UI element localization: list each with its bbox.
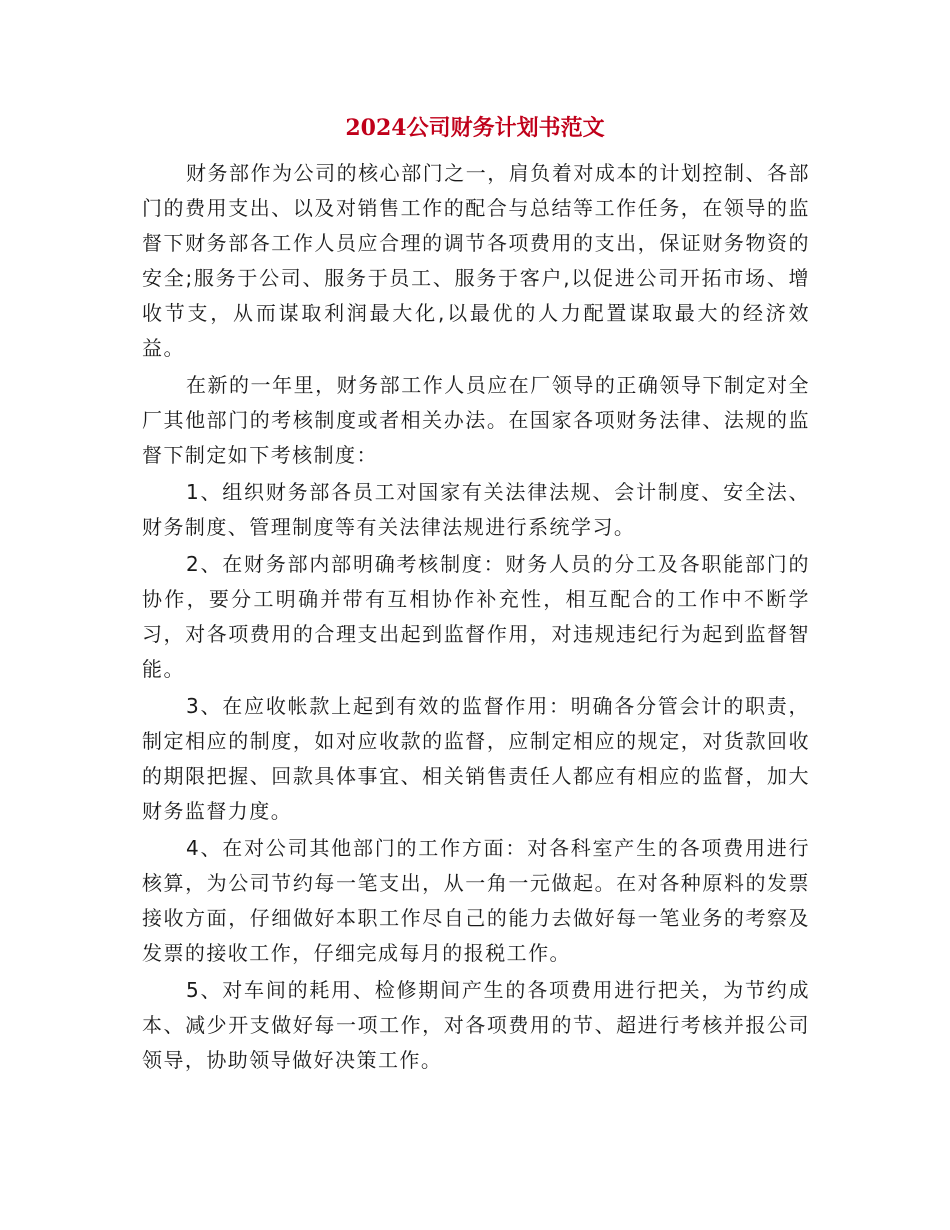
paragraph-new-year: 在新的一年里，财务部工作人员应在厂领导的正确领导下制定对全厂其他部门的考核制度或者相关办法。在国家各项财务法律、法规的监督下制定如下考核制度： bbox=[142, 373, 810, 467]
paragraph-item-3: 3、在应收帐款上起到有效的监督作用：明确各分管会计的职责，制定相应的制度，如对应收款的监督，应制定相应的规定，对货款回收的期限把握、回款具体事宜、相关销售责任人都应有相应的监督，加大财务监督力度。 bbox=[142, 694, 810, 823]
paragraph-item-1: 1、组织财务部各员工对国家有关法律法规、会计制度、安全法、财务制度、管理制度等有关法律法规进行系统学习。 bbox=[142, 480, 810, 539]
paragraph-item-5: 5、对车间的耗用、检修期间产生的各项费用进行把关，为节约成本、减少开支做好每一项工作，对各项费用的节、超进行考核并报公司领导，协助领导做好决策工作。 bbox=[142, 978, 810, 1072]
paragraph-intro: 财务部作为公司的核心部门之一，肩负着对成本的计划控制、各部门的费用支出、以及对销售工作的配合与总结等工作任务，在领导的监督下财务部各工作人员应合理的调节各项费用的支出，保证财务物资的安全;服务于公司、服务于员工、服务于客户,以促进公司开拓市场、增收节支，从而谋取利润最大化,以最优的人力配置谋取最大的经济效益。 bbox=[142, 161, 810, 360]
document-title: 2024公司财务计划书范文 bbox=[345, 115, 605, 141]
paragraph-item-2: 2、在财务部内部明确考核制度：财务人员的分工及各职能部门的协作，要分工明确并带有互相协作补充性，相互配合的工作中不断学习，对各项费用的合理支出起到监督作用，对违规违纪行为起到监督智能。 bbox=[142, 552, 810, 681]
paragraph-item-4: 4、在对公司其他部门的工作方面：对各科室产生的各项费用进行核算，为公司节约每一笔支出，从一角一元做起。在对各种原料的发票接收方面，仔细做好本职工作尽自己的能力去做好每一笔业务的考察及发票的接收工作，仔细完成每月的报税工作。 bbox=[142, 836, 810, 965]
document-body bbox=[142, 156, 810, 1080]
